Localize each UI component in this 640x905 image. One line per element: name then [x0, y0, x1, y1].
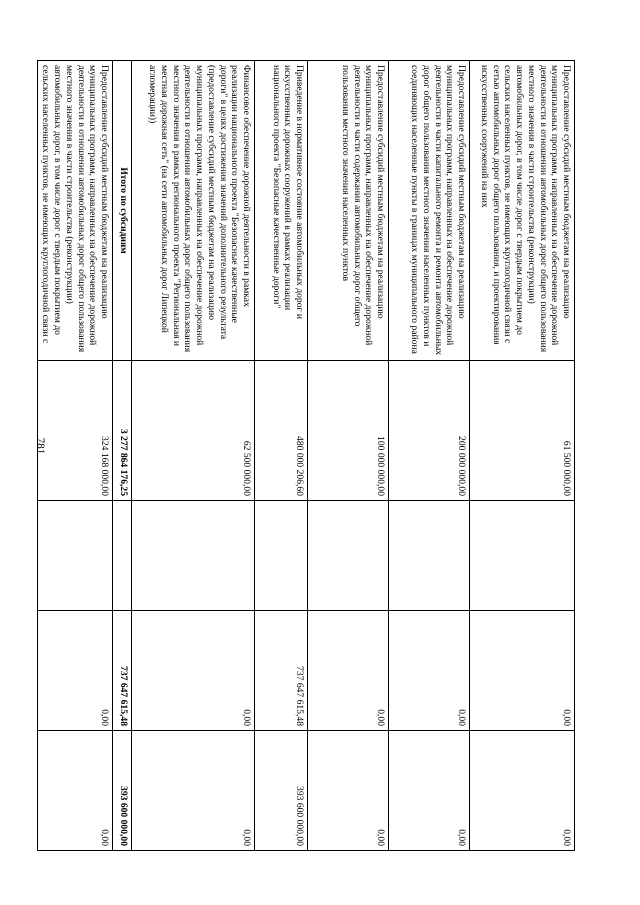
row-value-3: 0,00	[389, 611, 470, 731]
table-row	[255, 61, 308, 851]
total-value-2	[113, 501, 132, 611]
row-description: Предоставление субсидий местным бюджетам на реализацию муниципальных программ, направленных на обеспечение дорожной деятельности в отношении автомобильных дорог общего пользования местного значения в части строительства (реконструкции) автомобильных дорог, в том числе дорог с твердым покрытием до сельских населенных пунктов, не имеющих круглогодичной связи с	[37, 61, 112, 361]
row-value-3: 0,00	[37, 611, 112, 731]
table-row	[470, 61, 575, 851]
row-value-3: 0,00	[132, 611, 255, 731]
row-description: Приведение в нормативное состояние автомобильных дорог и искусственных дорожных сооружений в рамках реализации национального проекта "Безопасные качественные дороги"	[255, 61, 308, 361]
row-value-3: 737 647 615,48	[255, 611, 308, 731]
total-row	[113, 61, 132, 851]
row-value-2	[389, 501, 470, 611]
row-value-2	[132, 501, 255, 611]
row-value-4: 0,00	[308, 731, 389, 851]
row-value-4: 0,00	[37, 731, 112, 851]
page-number: 781	[34, 437, 47, 455]
row-value-2	[255, 501, 308, 611]
table-row	[37, 61, 112, 851]
row-value-4: 393 600 000,00	[255, 731, 308, 851]
row-value-2	[37, 501, 112, 611]
row-value-3: 0,00	[308, 611, 389, 731]
row-value-2	[308, 501, 389, 611]
total-value-1: 3 277 864 176,25	[113, 361, 132, 501]
row-description: Предоставление субсидий местным бюджетам на реализацию муниципальных программ, направленных на обеспечение дорожной деятельности в части содержания автомобильных дорог общего пользования местного значения населенных пунктов	[308, 61, 389, 361]
row-value-1: 200 000 000,00	[389, 361, 470, 501]
row-description: Финансовое обеспечение дорожной деятельности в рамках реализации национального проекта "Безопасные качественные дороги" в целях достижения значений дополнительного результата (предоставление субсидий местным бюджетам на реализацию муниципальных программ, направленных на обеспечение дорожной деятельности в отношении автомобильных дорог общего пользования местного значения в рамках регионального проекта "Региональная и местная дорожная сеть" (на сети автомобильных дорог Липецкой агломерации))	[132, 61, 255, 361]
row-value-2	[470, 501, 575, 611]
row-value-1: 62 500 000,00	[132, 361, 255, 501]
row-description: Предоставление субсидий местным бюджетам на реализацию муниципальных программ, направленных на обеспечение дорожной деятельности в части капитального ремонта и ремонта автомобильных дорог общего пользования местного значения населенных пунктов и соединяющих населенные пункты в границах муниципального района	[389, 61, 470, 361]
table-row	[308, 61, 389, 851]
row-description: Предоставление субсидий местным бюджетам на реализацию муниципальных программ, направленных на обеспечение дорожной деятельности в отношении автомобильных дорог общего пользования местного значения в части строительства (реконструкции) автомобильных дорог, в том числе дорог с твердым покрытием до сельских населенных пунктов, не имеющих круглогодичной связи с сетью автомобильных дорог общего пользования, и проектирования искусственных сооружений на них	[470, 61, 575, 361]
row-value-1: 100 000 000,00	[308, 361, 389, 501]
total-label: Итого по субсидиям	[113, 61, 132, 361]
row-value-4: 0,00	[389, 731, 470, 851]
row-value-1: 324 168 000,00	[37, 361, 112, 501]
row-value-3: 0,00	[470, 611, 575, 731]
row-value-1: 61 500 000,00	[470, 361, 575, 501]
total-value-4: 393 600 000,00	[113, 731, 132, 851]
subsidies-table	[37, 60, 575, 851]
total-value-3: 737 647 615,48	[113, 611, 132, 731]
table-row	[132, 61, 255, 851]
row-value-4: 0,00	[470, 731, 575, 851]
row-value-4: 0,00	[132, 731, 255, 851]
table-row	[389, 61, 470, 851]
row-value-1: 480 000 206,60	[255, 361, 308, 501]
